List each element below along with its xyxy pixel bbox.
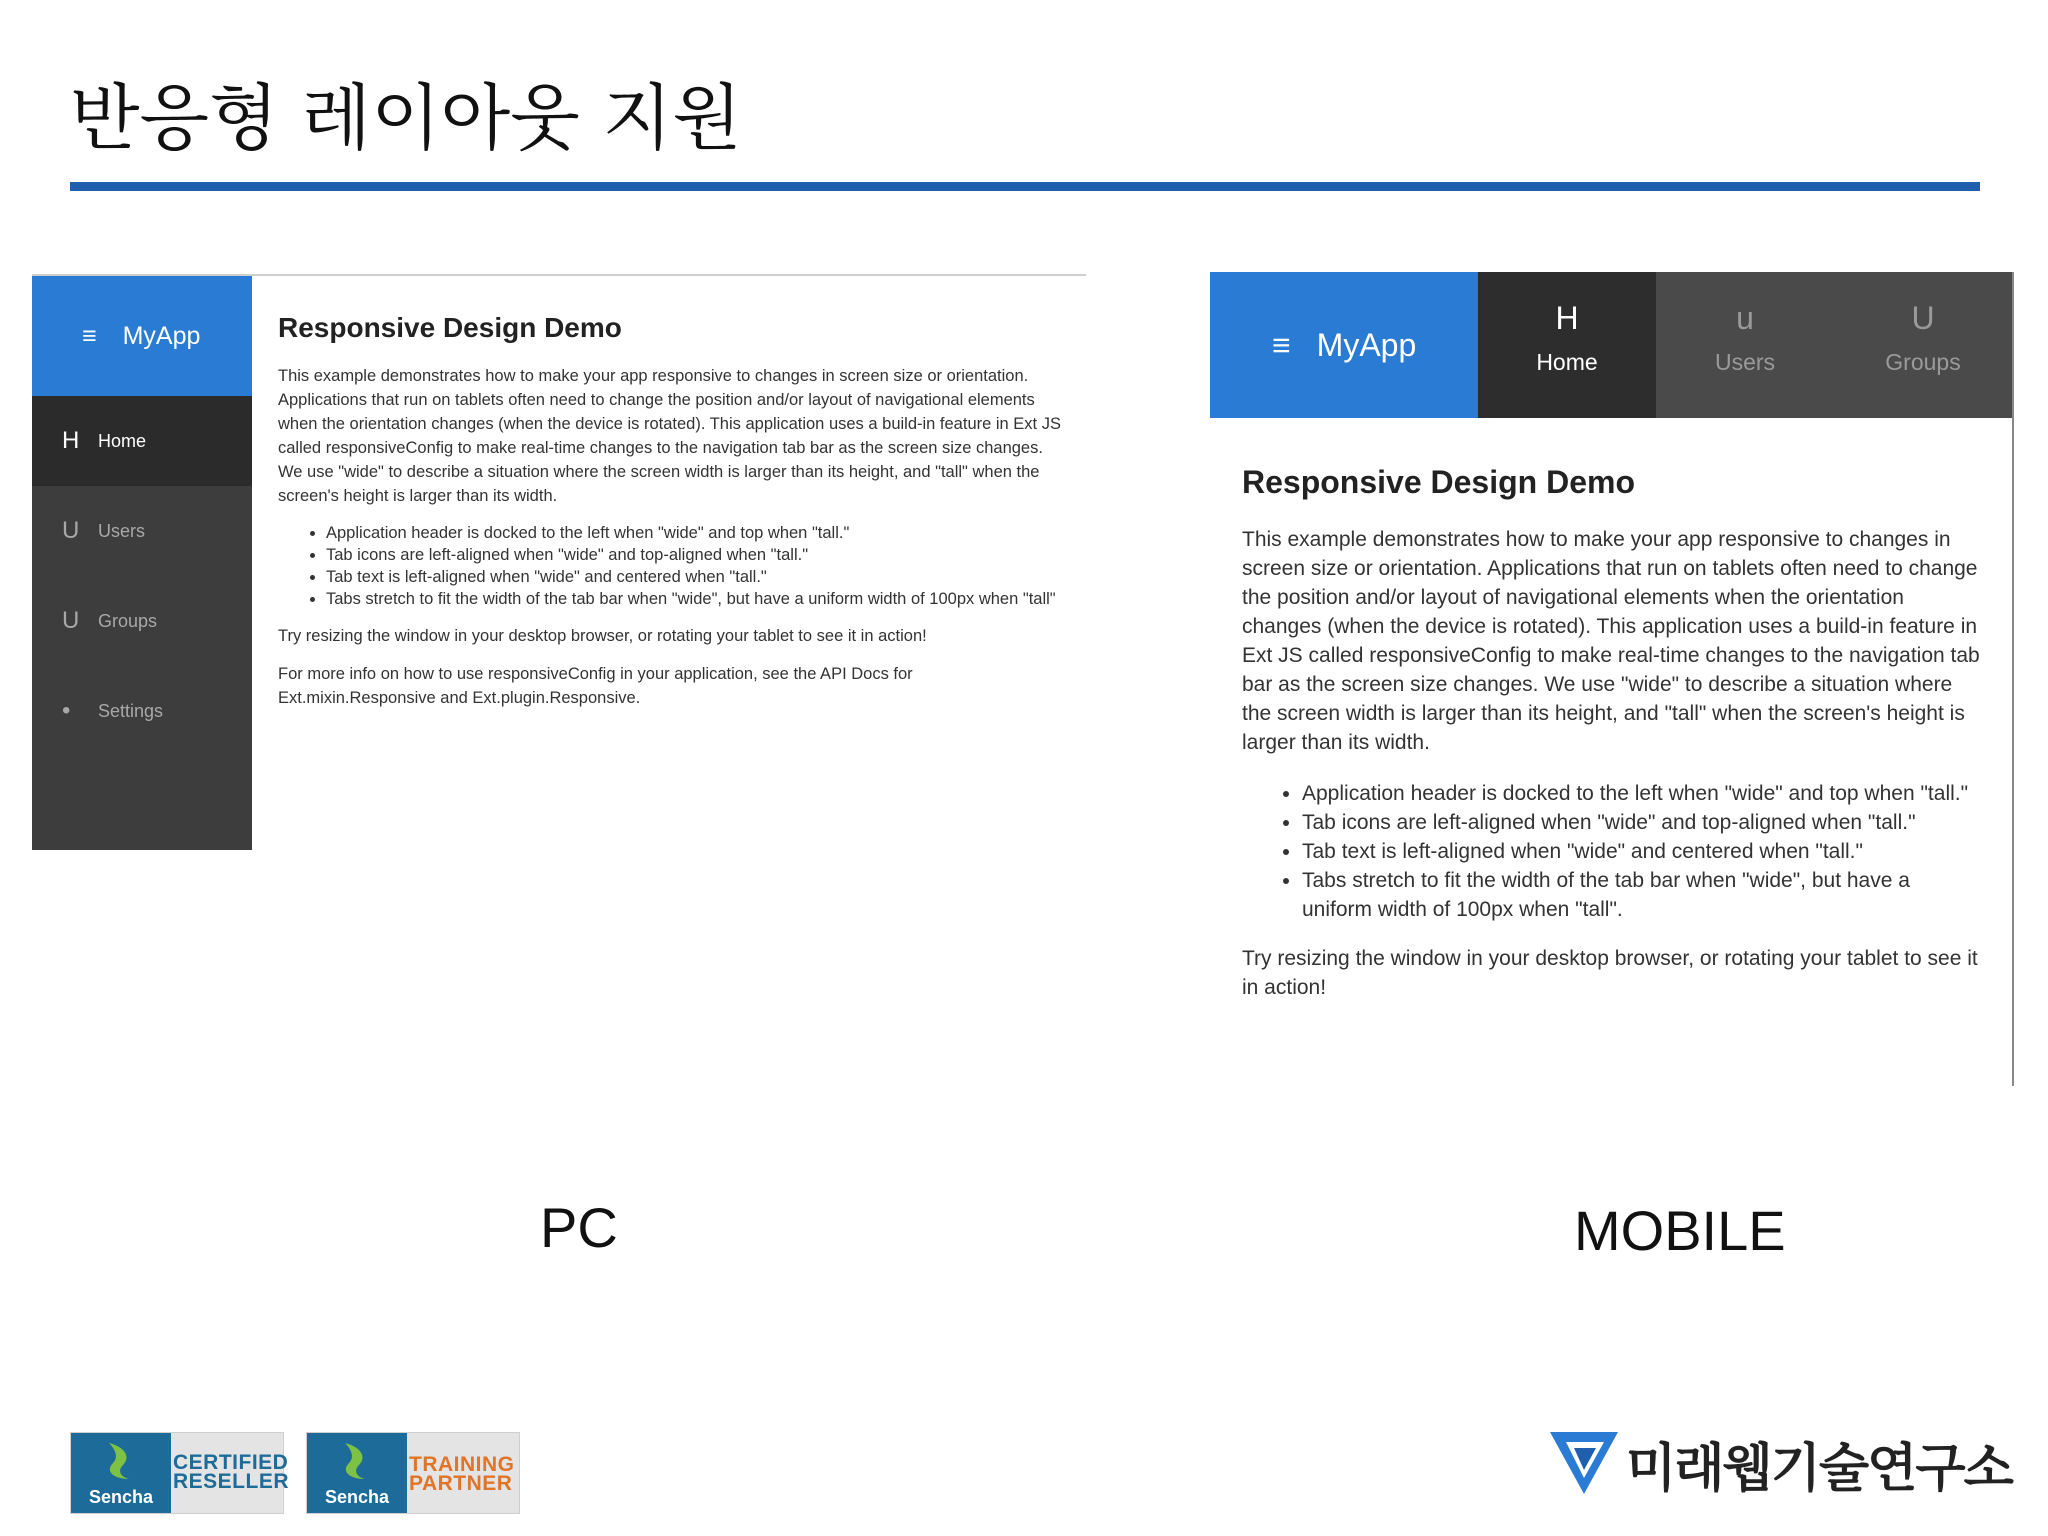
tab-label: Groups (1885, 349, 1961, 375)
pc-try-text: Try resizing the window in your desktop browser, or rotating your tablet to see it in action! (278, 627, 927, 645)
menu-icon[interactable]: ≡ (1272, 326, 1291, 363)
tab-groups[interactable] (1834, 272, 2012, 418)
badge-line-2: PARTNER (409, 1472, 513, 1495)
list-item: • Tab text is left-aligned when "wide" and centered when "tall." (1302, 837, 1982, 866)
badge-text (409, 1455, 515, 1493)
pc-caption: PC (540, 1196, 618, 1259)
list-item: • Application header is docked to the left when "wide" and top when "tall." (1302, 779, 1982, 808)
nav-label: Home (98, 430, 147, 451)
mobile-bullet-list (1242, 779, 1982, 924)
pc-more-text: For more info on how to use responsiveConfig in your application, see the API Docs for Ext.mixin.Responsive and Ext.plugin.Responsive. (278, 665, 913, 707)
settings-icon: • (62, 697, 71, 724)
badge-text (173, 1453, 289, 1491)
app-name: MyApp (1316, 326, 1417, 363)
groups-icon: U (62, 607, 80, 634)
sencha-logo (71, 1433, 171, 1513)
groups-icon: U (1911, 300, 1935, 336)
users-icon: u (1736, 300, 1754, 336)
company-name: 미래웹기술연구소 (1626, 1438, 2012, 1499)
pc-content (278, 312, 1068, 724)
sencha-logo-text: Sencha (324, 1487, 390, 1507)
sencha-logo (307, 1433, 407, 1513)
list-item: • Tab text is left-aligned when "wide" and centered when "tall." (326, 566, 1068, 588)
home-icon: H (62, 427, 80, 454)
tab-label: Users (1714, 349, 1776, 375)
badge-line-1: TRAINING (409, 1453, 515, 1476)
company-logo (1548, 1428, 2012, 1498)
mobile-demo-screenshot (1210, 272, 2014, 1086)
nav-label: Groups (98, 610, 158, 631)
title-divider (70, 182, 1980, 191)
company-triangle-icon (1548, 1428, 1620, 1498)
tab-users[interactable] (1656, 272, 1834, 418)
mobile-caption: MOBILE (1574, 1199, 1786, 1262)
list-item: • Tabs stretch to fit the width of the tab bar when "wide", but have a uniform width of 100px when "tall". (1302, 866, 1982, 924)
nav-label: Users (98, 520, 146, 541)
nav-item-groups[interactable] (32, 576, 252, 666)
tab-label: Home (1536, 349, 1598, 375)
nav-label: Settings (98, 700, 164, 721)
slide-title: 반응형 레이아웃 지원 (70, 76, 742, 160)
list-item: • Tabs stretch to fit the width of the tab bar when "wide", but have a uniform width of 100px when "tall" (326, 588, 1068, 610)
badge-line-1: CERTIFIED (173, 1451, 289, 1474)
sencha-training-partner-badge (306, 1432, 520, 1514)
pc-sidebar (32, 276, 252, 850)
mobile-tab-bar (1210, 272, 2012, 418)
pc-heading: Responsive Design Demo (278, 312, 622, 343)
list-item: • Tab icons are left-aligned when "wide" and top-aligned when "tall." (326, 544, 1068, 566)
nav-item-home[interactable] (32, 396, 252, 486)
pc-app-header (32, 276, 252, 396)
mobile-intro: This example demonstrates how to make your app responsive to changes in screen size or orientation. Applications that run on tablets often need to change the position and/or layout of navigational elements when the orientation changes (when the device is rotated). This application uses a build-in feature in Ext JS called responsiveConfig to make real-time changes to the navigation tab bar as the screen size changes. We use "wide" to describe a situation where the screen width is larger than its height, and "tall" when the screen's height is larger than its width. (1242, 528, 1980, 754)
nav-item-settings[interactable] (32, 666, 252, 756)
list-item: • Tab icons are left-aligned when "wide" and top-aligned when "tall." (1302, 808, 1982, 837)
mobile-try-text: Try resizing the window in your desktop browser, or rotating your tablet to see it in action! (1242, 947, 1978, 999)
list-item: • Application header is docked to the left when "wide" and top when "tall." (326, 522, 1068, 544)
pc-demo-screenshot (32, 274, 1086, 850)
app-name: MyApp (122, 321, 201, 350)
sencha-logo-text: Sencha (88, 1487, 154, 1507)
badge-line-2: RESELLER (173, 1470, 290, 1493)
sencha-certified-reseller-badge (70, 1432, 290, 1514)
mobile-app-header (1210, 272, 1478, 418)
users-icon: U (62, 517, 80, 544)
mobile-content (1242, 464, 1982, 1024)
pc-bullet-list (278, 522, 1068, 610)
sencha-leaf-icon (337, 1441, 373, 1481)
tab-home[interactable] (1478, 272, 1656, 418)
home-icon: H (1555, 300, 1579, 336)
sencha-leaf-icon (101, 1441, 137, 1481)
pc-intro: This example demonstrates how to make your app responsive to changes in screen size or orientation. Applications that run on tablets often need to change the position and/or layout of navigational elements when the orientation changes (when the device is rotated). This application uses a build-in feature in Ext JS called responsiveConfig to make real-time changes to the navigation tab bar as the screen size changes. We use "wide" to describe a situation where the screen width is larger than its height, and "tall" when the screen's height is larger than its width. (278, 367, 1061, 505)
menu-icon[interactable]: ≡ (82, 321, 97, 350)
nav-item-users[interactable] (32, 486, 252, 576)
mobile-heading: Responsive Design Demo (1242, 464, 1635, 500)
